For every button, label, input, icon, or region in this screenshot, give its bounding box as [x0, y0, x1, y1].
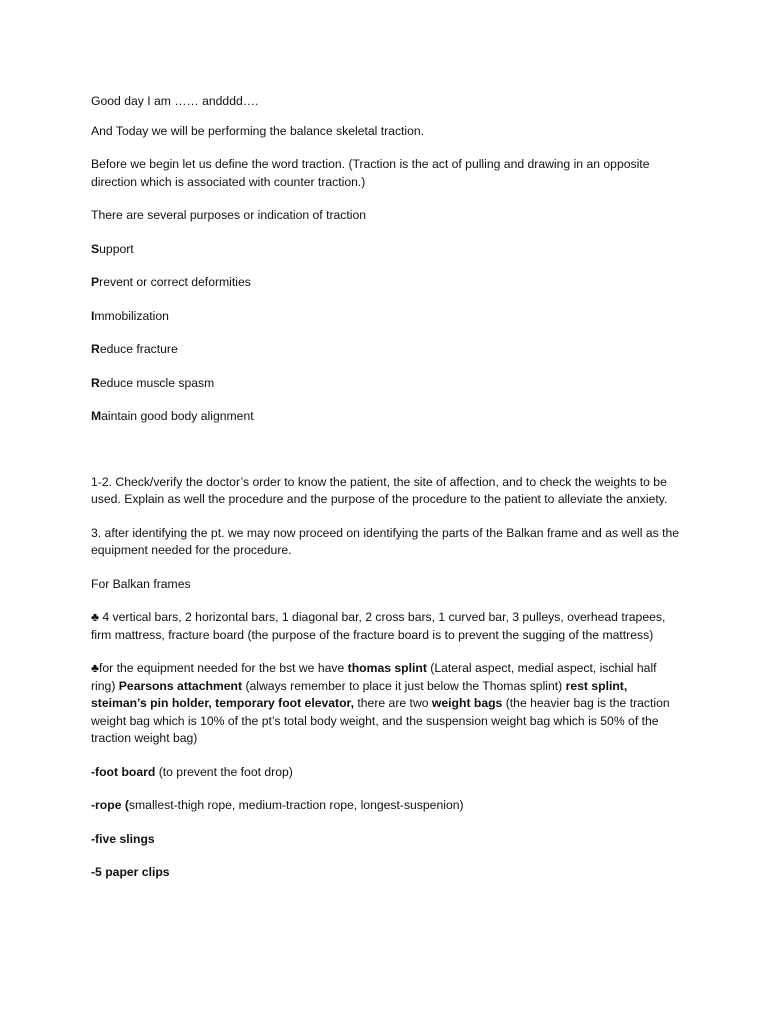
equipment-text: there are two — [354, 696, 432, 710]
purposes-intro: There are several purposes or indication of traction — [91, 208, 367, 222]
acronym-letter: R — [91, 342, 100, 356]
paper-clips-term: -5 paper clips — [91, 865, 170, 879]
rope-term: -rope ( — [91, 798, 129, 812]
purpose-item — [91, 375, 681, 393]
rope-item — [91, 797, 681, 815]
equipment-text: (Lateral aspect, medial aspect, ischial half ring) — [91, 661, 657, 693]
intro-line: And Today we will be performing the balance skeletal traction. — [91, 123, 425, 138]
balkan-parts-text: 4 vertical bars, 2 horizontal bars, 1 diagonal bar, 2 cross bars, 1 curved bar, 3 pulleys, overhead trapees, firm mattress, fracture board (the purpose of the fracture board is to prevent the sugging of the mattress) — [91, 610, 666, 642]
equipment-bold-term: rest splint, steiman’s pin holder, temporary foot elevator, — [91, 678, 628, 710]
rope-note: smallest-thigh rope, medium-traction rope, longest-suspenion) — [128, 798, 464, 812]
purpose-text: aintain good body alignment — [101, 409, 254, 423]
traction-definition: Before we begin let us define the word traction. (Traction is the act of pulling and drawing in an opposite direction which is associated with counter traction.) — [91, 157, 650, 189]
slings-term: -five slings — [91, 831, 155, 846]
step-3: 3. after identifying the pt. we may now proceed on identifying the parts of the Balkan frame and as well as the equipment needed for the procedure. — [91, 525, 680, 557]
acronym-letter: S — [91, 241, 100, 256]
foot-board-term: -foot board — [91, 764, 156, 779]
equipment-bold-term: weight bags — [431, 696, 503, 710]
purpose-text: revent or correct deformities — [99, 275, 251, 289]
equipment-bold-term: thomas splint — [347, 661, 427, 675]
purpose-item — [91, 241, 681, 259]
purpose-item — [91, 408, 681, 426]
equipment-text: (the heavier bag is the traction weight bag which is 10% of the pt’s total body weight, and the suspension weight bag which is 50% of the traction weight bag) — [91, 696, 670, 745]
equipment-bold-term: Pearsons attachment — [118, 678, 243, 693]
purpose-text: upport — [99, 241, 134, 256]
document-body — [91, 93, 681, 882]
balkan-parts-item — [91, 609, 681, 644]
step-1-2: 1-2. Check/verify the doctor’s order to know the patient, the site of affection, and to check the weights to be used. Explain as well the procedure and the purpose of the procedure to the patient to alleviate the anxiety. — [91, 474, 668, 506]
purpose-item — [91, 274, 681, 292]
acronym-letter: R — [91, 375, 100, 390]
club-bullet-icon: ♣ — [91, 661, 99, 675]
purpose-item — [91, 308, 681, 326]
slings-item — [91, 831, 681, 849]
foot-board-item — [91, 764, 681, 782]
purpose-text: mmobilization — [94, 308, 169, 323]
acronym-letter: P — [91, 275, 100, 289]
acronym-letter: I — [91, 308, 95, 323]
balkan-heading: For Balkan frames — [91, 576, 191, 591]
equipment-text: for the equipment needed for the bst we have — [99, 661, 348, 675]
club-bullet-icon: ♣ — [91, 610, 99, 624]
purpose-item — [91, 341, 681, 359]
paper-clips-item — [91, 864, 681, 882]
purpose-text: educe muscle spasm — [99, 375, 215, 390]
foot-board-note: (to prevent the foot drop) — [155, 764, 293, 779]
equipment-item — [91, 660, 681, 748]
greeting-line: Good day I am …… andddd…. — [91, 94, 259, 108]
acronym-letter: M — [91, 409, 102, 423]
equipment-text: (always remember to place it just below the Thomas splint) — [242, 678, 566, 693]
purpose-text: educe fracture — [99, 342, 178, 356]
